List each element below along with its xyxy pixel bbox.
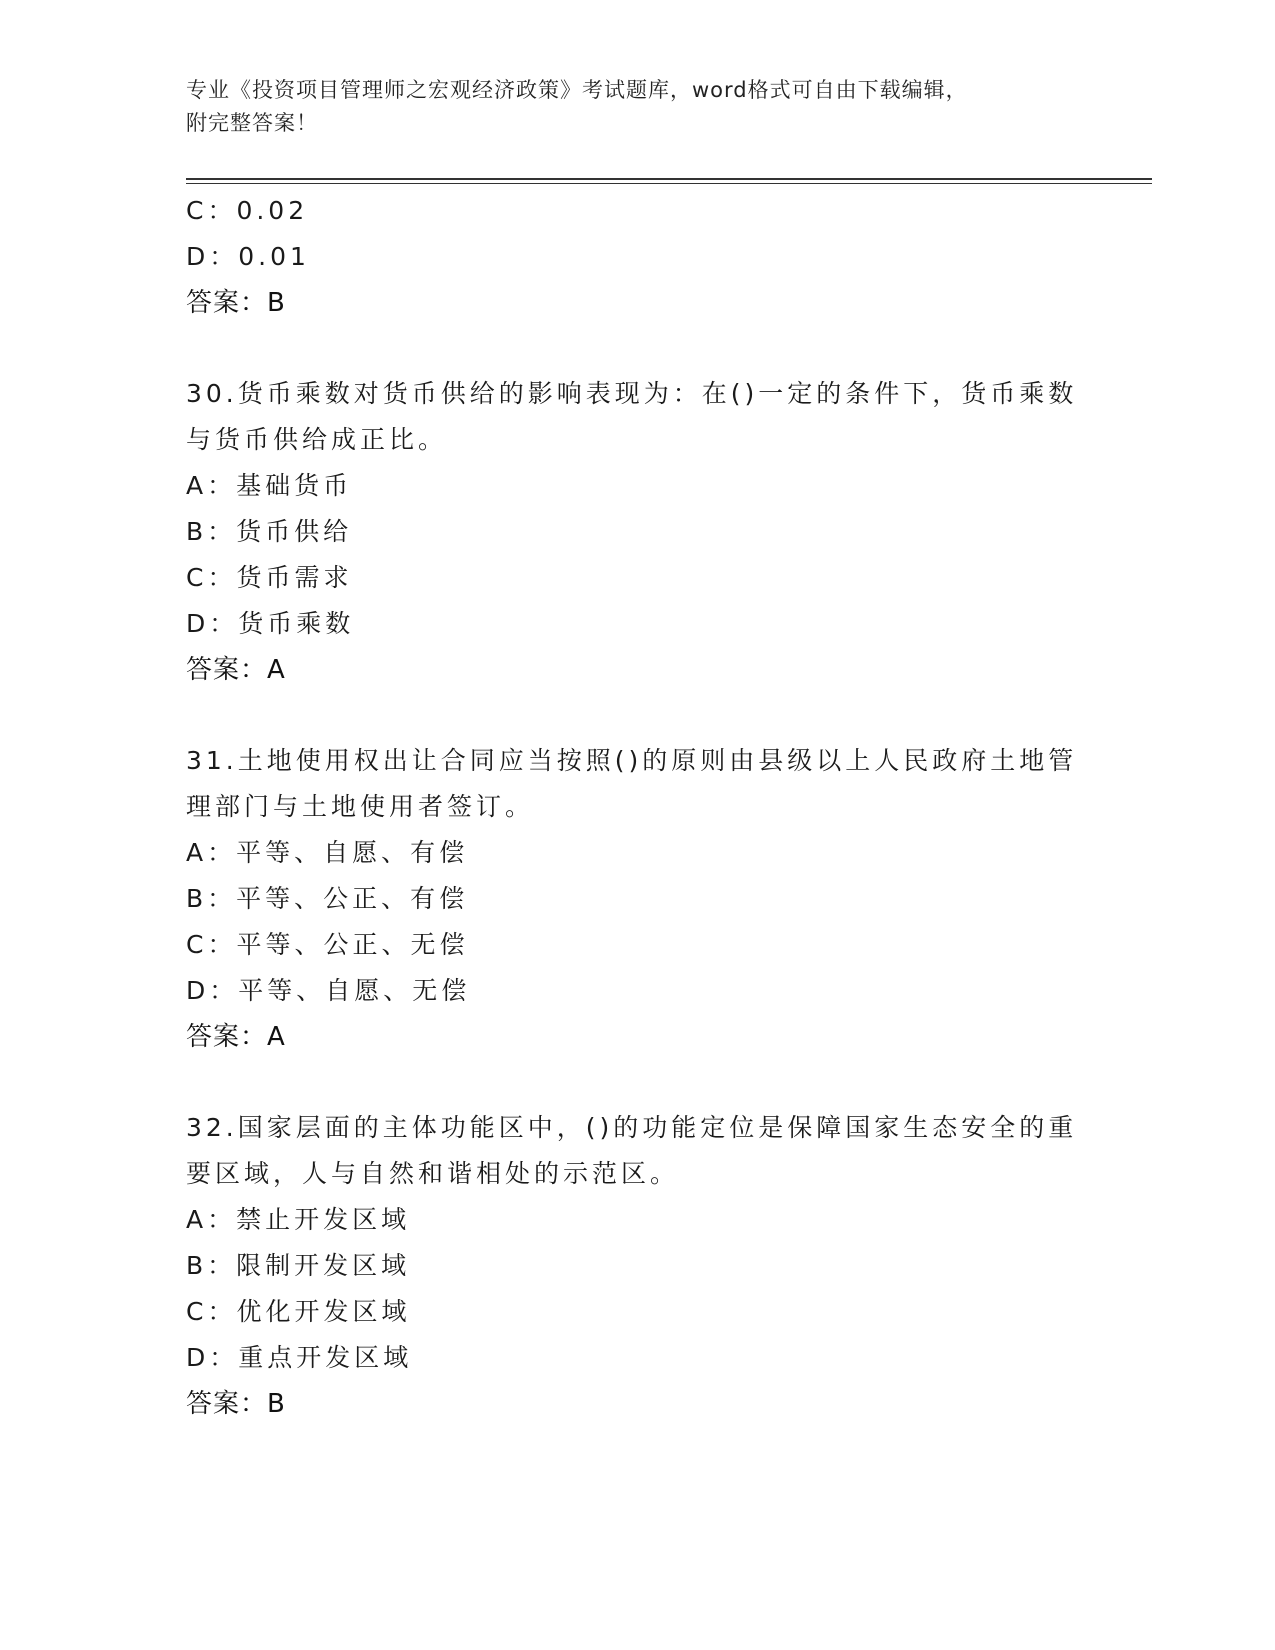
question-stem-line-1: 30.货币乘数对货币供给的影响表现为：在()一定的条件下，货币乘数 <box>186 379 1078 408</box>
answer: 答案：B <box>186 288 286 318</box>
answer: 答案：B <box>186 1389 286 1419</box>
option-c: C：平等、公正、无偿 <box>186 930 469 959</box>
spacer <box>186 1060 1086 1105</box>
header-line-1: 专业《投资项目管理师之宏观经济政策》考试题库，word格式可自由下载编辑， <box>186 78 968 102</box>
question-29-tail <box>186 188 1086 326</box>
header-line-2: 附完整答案！ <box>186 111 318 135</box>
spacer <box>186 326 1086 371</box>
question-31 <box>186 738 1086 1060</box>
option-c: C：优化开发区域 <box>186 1297 411 1326</box>
option-b: B：平等、公正、有偿 <box>186 884 469 913</box>
header-divider-thick <box>186 178 1152 180</box>
option-a: A：基础货币 <box>186 471 353 500</box>
question-list <box>186 188 1086 1427</box>
question-stem-line-2: 理部门与土地使用者签订。 <box>186 792 535 821</box>
spacer <box>186 693 1086 738</box>
question-30 <box>186 371 1086 693</box>
question-stem-line-1: 32.国家层面的主体功能区中，()的功能定位是保障国家生态安全的重 <box>186 1113 1078 1142</box>
question-32 <box>186 1105 1086 1427</box>
option-a: A：平等、自愿、有偿 <box>186 838 469 867</box>
answer: 答案：A <box>186 655 286 685</box>
option-c: C：货币需求 <box>186 563 353 592</box>
option-b: B：限制开发区域 <box>186 1251 411 1280</box>
option-d: D：0.01 <box>186 242 310 271</box>
option-b: B：货币供给 <box>186 517 353 546</box>
option-d: D：货币乘数 <box>186 609 355 638</box>
document-header <box>186 74 1066 140</box>
option-d: D：平等、自愿、无偿 <box>186 976 471 1005</box>
question-stem-line-1: 31.土地使用权出让合同应当按照()的原则由县级以上人民政府土地管 <box>186 746 1078 775</box>
option-d: D：重点开发区域 <box>186 1343 413 1372</box>
question-stem-line-2: 与货币供给成正比。 <box>186 425 448 454</box>
header-divider-thin <box>186 183 1152 184</box>
answer: 答案：A <box>186 1022 286 1052</box>
option-c: C：0.02 <box>186 196 309 225</box>
question-stem-line-2: 要区域，人与自然和谐相处的示范区。 <box>186 1159 680 1188</box>
option-a: A：禁止开发区域 <box>186 1205 411 1234</box>
